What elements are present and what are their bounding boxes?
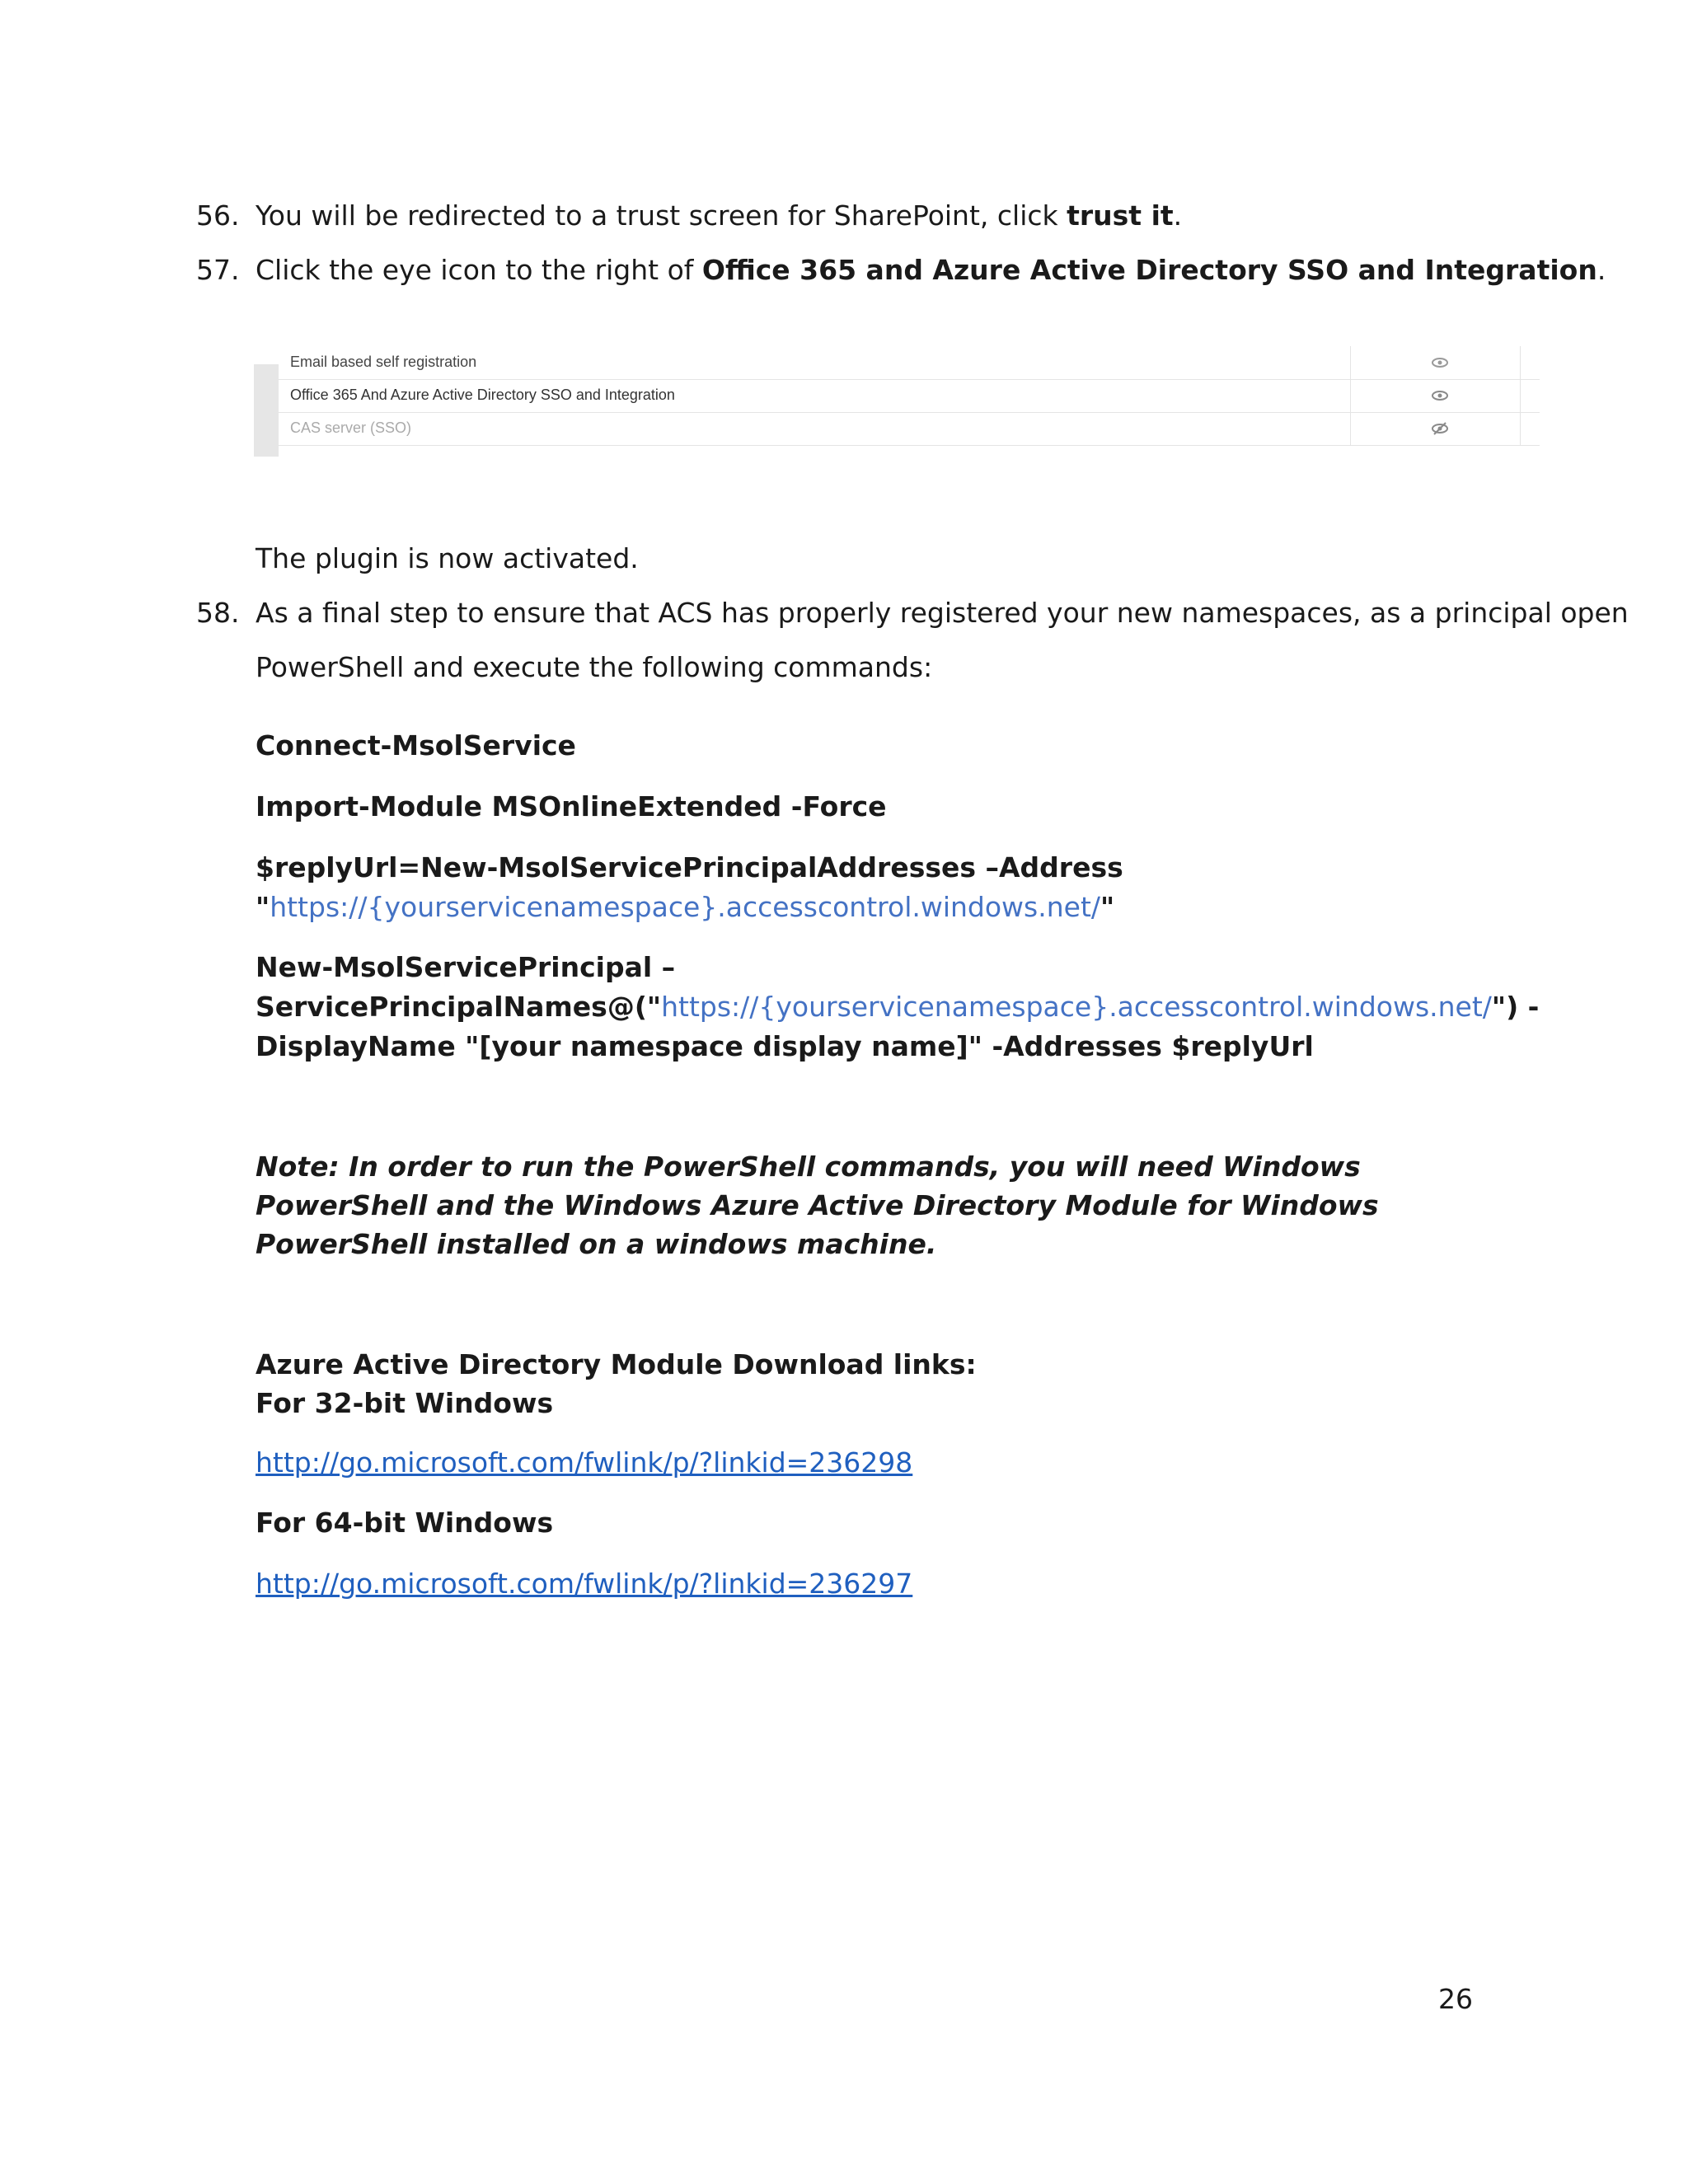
- plugin-row-office365-azure[interactable]: [279, 379, 1540, 413]
- step-57-number: 57.: [196, 254, 240, 286]
- trust-it-emphasis: trust it: [1067, 199, 1174, 232]
- command-new-principal-line-3: DisplayName "[your namespace display name]" -Addresses $replyUrl: [256, 1030, 1314, 1062]
- plugin-row-label: Office 365 And Azure Active Directory SSO and Integration: [290, 387, 675, 403]
- command-import-module: Import-Module MSOnlineExtended -Force: [256, 790, 887, 823]
- command-new-principal-line-2: ServicePrincipalNames@("https://{yourservicenamespace}.accesscontrol.windows.net/") -: [256, 991, 1540, 1023]
- powershell-requirement-note: Note: In order to run the PowerShell commands, you will need Windows PowerShell and the Windows Azure Active Directory Module for Windows PowerShell installed on a windows machine.: [256, 1151, 1379, 1260]
- win64-label: For 64-bit Windows: [256, 1507, 554, 1539]
- namespace-url: https://{yourservicenamespace}.accesscontrol.windows.net/: [661, 991, 1492, 1023]
- plugin-row-cas-server: [279, 412, 1540, 446]
- step-57-text: Click the eye icon to the right of Office 365 and Azure Active Directory SSO and Integration.: [256, 254, 1606, 286]
- step-56-text: You will be redirected to a trust screen for SharePoint, click trust it.: [256, 199, 1183, 232]
- plugin-list-screenshot: [254, 354, 1540, 457]
- step-58-line-1: As a final step to ensure that ACS has properly registered your new namespaces, as a principal open: [256, 597, 1629, 629]
- plugin-row-email-registration: [279, 346, 1540, 380]
- namespace-url: https://{yourservicenamespace}.accesscontrol.windows.net/: [270, 891, 1101, 923]
- screenshot-gutter: [254, 364, 279, 457]
- page-number: 26: [1438, 1983, 1473, 2015]
- eye-slash-icon: [1431, 420, 1449, 437]
- eye-icon[interactable]: [1431, 387, 1449, 404]
- eye-icon: [1431, 354, 1449, 371]
- command-connect-msolservice: Connect-MsolService: [256, 729, 576, 762]
- win32-label: For 32-bit Windows: [256, 1387, 554, 1419]
- plugin-name-emphasis: Office 365 and Azure Active Directory SSO and Integration: [701, 254, 1597, 286]
- win64-download-link[interactable]: http://go.microsoft.com/fwlink/p/?linkid=236297: [256, 1568, 913, 1600]
- command-new-principal-line-1: New-MsolServicePrincipal –: [256, 951, 676, 983]
- command-replyurl-line-2: "https://{yourservicenamespace}.accesscontrol.windows.net/": [256, 891, 1115, 923]
- plugin-row-label: Email based self registration: [290, 354, 477, 370]
- plugin-row-label: CAS server (SSO): [290, 419, 412, 436]
- step-58-number: 58.: [196, 597, 240, 629]
- download-links-heading: Azure Active Directory Module Download links:: [256, 1348, 977, 1380]
- step-56-number: 56.: [196, 199, 240, 232]
- win32-download-link[interactable]: http://go.microsoft.com/fwlink/p/?linkid=236298: [256, 1446, 913, 1479]
- plugin-activated-text: The plugin is now activated.: [256, 542, 639, 574]
- command-replyurl-line-1: $replyUrl=New-MsolServicePrincipalAddresses –Address: [256, 851, 1123, 883]
- step-58-line-2: PowerShell and execute the following commands:: [256, 651, 933, 683]
